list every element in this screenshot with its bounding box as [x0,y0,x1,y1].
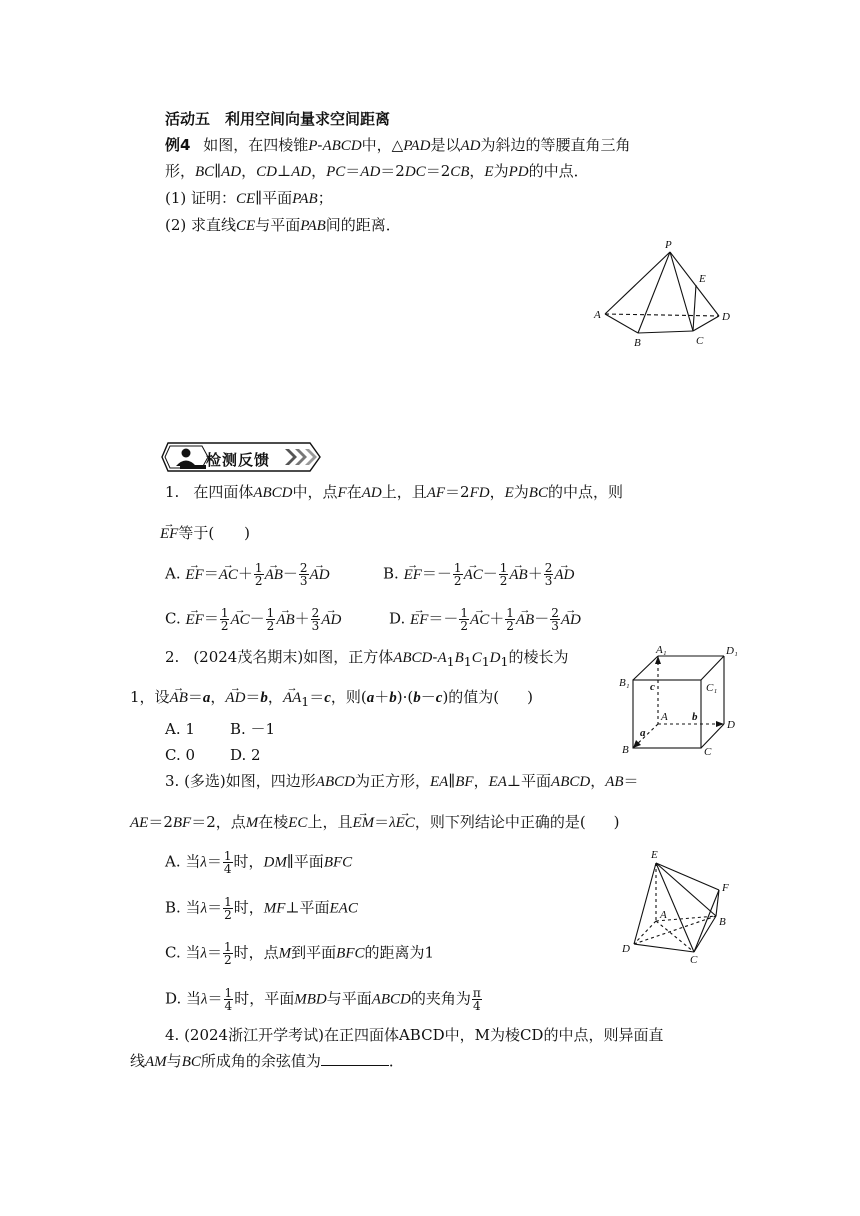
cube-label-a1: A₁ [656,644,667,656]
q4-stem-line2: 线AM与BC所成角的余弦值为 ． [130,1052,404,1070]
q3-option-a: A. 当λ＝ $\frac{1}{4}$ 时，DM∥平面BFC [165,849,353,876]
q3-stem-line2: AE＝2BF＝2，点M在棱EC上，且→ EM＝λ→ EC，则下列结论中正确的是( ) [130,811,620,834]
q1-option-d: D. → EF＝－ $\frac{1}{2}$ → AC＋ $\frac{1}{2}$ → AB－ $\frac{2}{3}$ → AD [389,607,581,632]
q2-option-a: A. 1 [165,720,195,738]
q3-option-c: C. 当λ＝ $\frac{1}{2}$ 时，点M到平面BFC的距离为1 [165,940,435,967]
section-title: 检测反馈 [206,451,271,469]
q2-option-c: C. 0 [165,746,196,764]
cube-label-a-vec: a [640,727,646,739]
example-label: 例4 [165,136,191,154]
example4-line2: 形，BC∥AD，CD⊥AD，PC＝AD＝2DC＝2CB，E为PD的中点． [165,162,589,180]
q3-option-d: D. 当λ＝ $\frac{1}{4}$ 时，平面MBD与平面ABCD的夹角为 $\frac{\pi}{4}$ [165,986,481,1013]
activity-title: 活动五 利用空间向量求空间距离 [165,110,391,128]
example4-part2: (2) 求直线CE与平面PAB间的距离． [165,216,401,234]
q3-label-b: B [719,916,726,928]
pyramid-figure [590,238,740,350]
cube-label-c: c [650,681,655,693]
cube-label-b-vertex: B [622,744,629,756]
q2-option-b: B. －1 [230,720,276,738]
q3-label-a: A [660,909,667,921]
cube-label-a: A [661,711,668,723]
q2-stem-line2: 1，设→ AB＝a，→ AD＝b，→ $AA_1=c$，则(a＋b)·(b－c)的值为( ) [130,686,533,713]
q1-option-b: B. → EF＝－ $\frac{1}{2}$ → AC－ $\frac{1}{2}$ → AB＋ $\frac{2}{3}$ → AD [383,562,574,587]
q3-label-f: F [722,882,729,894]
example4-line1: 例4 如图，在四棱锥P-ABCD中，△PAD是以AD为斜边的等腰直角三角 [165,136,631,154]
fig-label-e: E [699,273,706,285]
q4-stem-line1: 4. (2024浙江开学考试)在正四面体ABCD中，M为棱CD的中点，则异面直 [165,1026,664,1044]
q3-stem-line1: 3. (多选)如图，四边形ABCD为正方形，EA∥BF，EA⊥平面ABCD，AB＝ [165,772,639,790]
cube-figure [618,642,742,758]
fig-label-d: D [722,311,730,323]
q1-stem-line1: 1. 在四面体ABCD中，点F在AD上，且AF＝2FD，E为BC的中点，则 [165,483,623,501]
cube-label-d: D [727,719,735,731]
cube-label-d1: D₁ [726,645,738,657]
q3-figure [618,846,742,964]
q3-label-e: E [651,849,658,861]
q1-option-c: C. → EF＝ $\frac{1}{2}$ → AC－ $\frac{1}{2}$ → AB＋ $\frac{2}{3}$ → AD [165,607,341,632]
example4-part1: (1) 证明：CE∥平面PAB； [165,189,333,207]
answer-blank[interactable] [321,1051,389,1066]
q2-option-d: D. 2 [230,746,261,764]
fig-label-a: A [594,309,601,321]
person-icon [182,449,191,458]
fig-label-c: C [696,335,704,347]
cube-label-b: b [692,711,698,723]
q1-stem-line2: → EF等于( ) [160,522,250,545]
q3-option-b: B. 当λ＝ $\frac{1}{2}$ 时，MF⊥平面EAC [165,895,358,922]
q2-stem-line1: 2. (2024茂名期末)如图，正方体ABCD-$A_1B_1C_1D_1$的棱长为 [165,648,569,669]
fig-label-p: P [665,239,672,251]
cube-label-c-vertex: C [704,746,712,758]
q1-option-a: A. → EF＝→ AC＋ $\frac{1}{2}$ → AB－ $\frac{2}{3}$ → AD [165,562,330,587]
q3-label-d: D [622,943,630,955]
cube-label-b1: B₁ [619,677,630,689]
fig-label-b: B [634,337,641,349]
cube-label-c1: C₁ [706,682,718,694]
q3-label-c: C [690,954,698,964]
